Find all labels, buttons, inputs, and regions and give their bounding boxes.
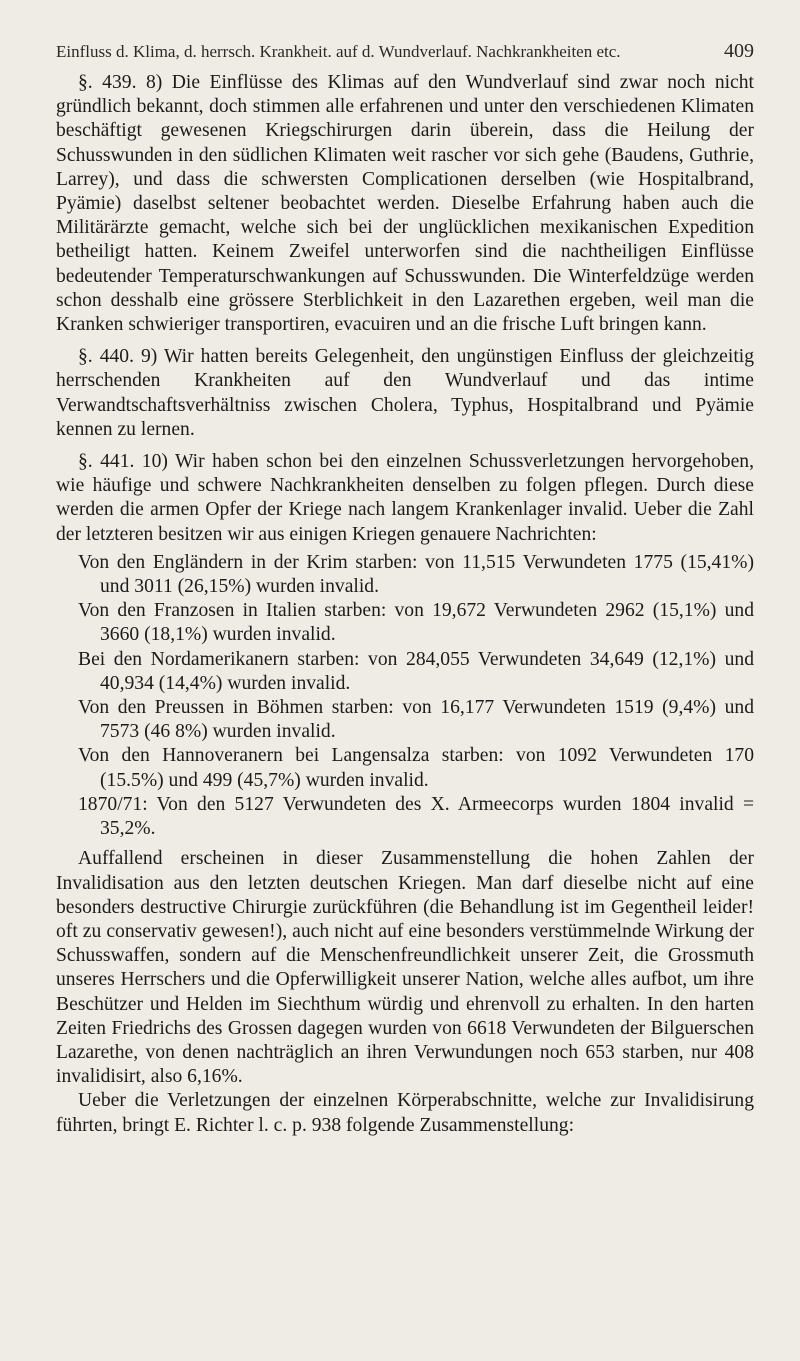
- page-number: 409: [724, 40, 754, 62]
- statistics-item: Von den Franzosen in Italien starben: von 19,672 Verwundeten 2962 (15,1%) und 3660 (18,1%) wurden invalid.: [78, 600, 754, 646]
- body-text: [56, 71, 754, 1138]
- statistics-item: Bei den Nordamerikanern starben: von 284,055 Verwundeten 34,649 (12,1%) und 40,934 (14,4%) wurden invalid.: [78, 648, 754, 694]
- paragraph-441: §. 441. 10) Wir haben schon bei den einzelnen Schussverletzungen hervorgehoben, wie häufige und schwere Nachkrankheiten denselben zu folgen pflegen. Durch diese werden die armen Opfer der Kriege nach langem Krankenlager invalid. Ueber die Zahl der letzteren besitzen wir aus einigen Kriegen genauere Nachrichten:: [56, 451, 754, 545]
- paragraph-ueber: Ueber die Verletzungen der einzelnen Körperabschnitte, welche zur Invalidisirung führten, bringt E. Richter l. c. p. 938 folgende Zusammenstellung:: [56, 1090, 754, 1136]
- running-head: [56, 40, 754, 63]
- running-head-title: Einfluss d. Klima, d. herrsch. Krankheit. auf d. Wundverlauf. Nachkrankheiten etc.: [56, 42, 621, 61]
- invalidity-statistics-list: [56, 551, 754, 841]
- statistics-item: Von den Hannoveranern bei Langensalza starben: von 1092 Verwundeten 170 (15.5%) und 499 (45,7%) wurden invalid.: [78, 745, 754, 791]
- statistics-item: 1870/71: Von den 5127 Verwundeten des X. Armeecorps wurden 1804 invalid = 35,2%.: [78, 793, 754, 840]
- paragraph-439: §. 439. 8) Die Einflüsse des Klimas auf den Wundverlauf sind zwar noch nicht gründlich bekannt, doch stimmen alle erfahrenen und unter den verschiedenen Klimaten beschäftigt gewesenen Kriegschirurgen darin überein, dass die Heilung der Schusswunden in den südlichen Klimaten weit rascher vor sich gehe (Baudens, Guthrie, Larrey), und dass die schwersten Complicationen derselben (wie Hospitalbrand, Pyämie) daselbst seltener beobachtet werden. Dieselbe Erfahrung haben auch die Militärärzte gemacht, welche sich bei der unglücklichen mexikanischen Expedition betheiligt hatten. Keinem Zweifel unterworfen sind die nachtheiligen Einflüsse bedeutender Temperaturschwankungen auf Schusswunden. Die Winterfeldzüge werden schon desshalb eine grössere Sterblichkeit in den Lazarethen ergeben, weil man die Kranken schwieriger transportiren, evacuiren und an die frische Luft bringen kann.: [56, 72, 754, 336]
- statistics-item: Von den Preussen in Böhmen starben: von 16,177 Verwundeten 1519 (9,4%) und 7573 (46 8%) wurden invalid.: [78, 697, 754, 743]
- statistics-item: Von den Engländern in der Krim starben: von 11,515 Verwundeten 1775 (15,41%) und 3011 (26,15%) wurden invalid.: [78, 551, 754, 598]
- paragraph-440: §. 440. 9) Wir hatten bereits Gelegenheit, den ungünstigen Einfluss der gleichzeitig herrschenden Krankheiten auf den Wundverlauf und das intime Verwandtschaftsverhältniss zwischen Cholera, Typhus, Hospitalbrand und Pyämie kennen zu lernen.: [56, 346, 754, 440]
- paragraph-auffallend: Auffallend erscheinen in dieser Zusammenstellung die hohen Zahlen der Invalidisation aus den letzten deutschen Kriegen. Man darf dieselbe nicht auf eine besonders destructive Chirurgie zurückführen (die Behandlung ist im Gegentheil leider! oft zu conservativ gewesen!), auch nicht auf eine besonders verstümmelnde Wirkung der Schusswaffen, sondern auf die Menschenfreundlichkeit unserer Zeit, die Grossmuth unseres Herrschers und die Opferwilligkeit unserer Nation, welche alles aufbot, um ihre Beschützer und Helden im Siechthum würdig und ehrenvoll zu erhalten. In den harten Zeiten Friedrichs des Grossen dagegen wurden von 6618 Verwundeten der Bilguerschen Lazarethe, von denen nachträglich an ihren Verwundungen noch 653 starben, nur 408 invalidisirt, also 6,16%.: [56, 848, 754, 1088]
